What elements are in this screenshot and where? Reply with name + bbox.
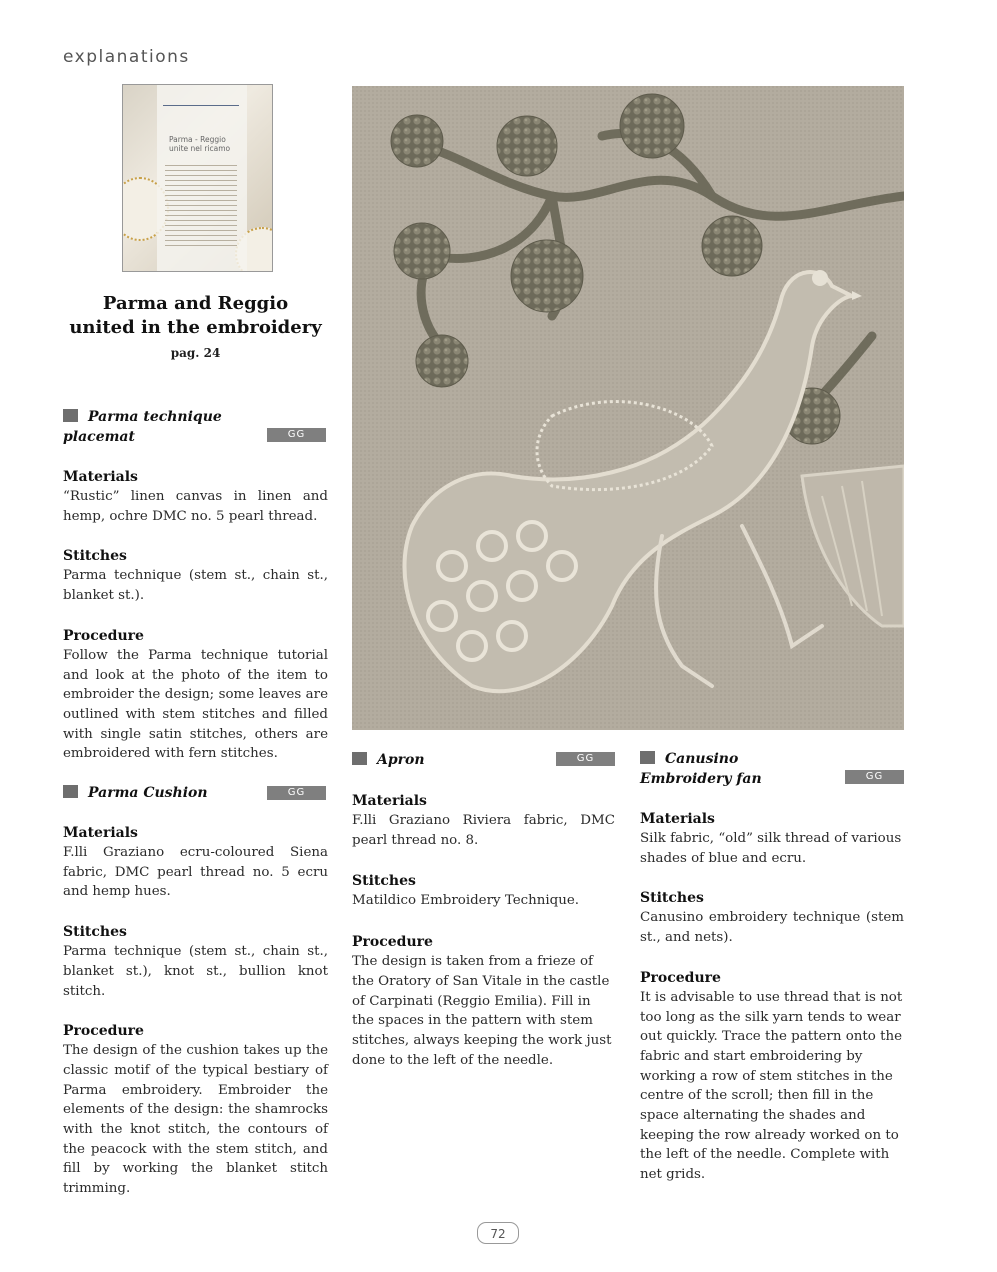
stitches-heading: Stitches [640,890,704,907]
procedure-heading: Procedure [640,969,721,986]
materials-heading: Materials [640,811,715,827]
item-title-line1: Parma Cushion [88,785,208,801]
stitches-text: Matildico Embroidery Technique. [352,893,580,909]
cover-text-lines [165,165,237,250]
item-placemat [63,407,328,764]
difficulty-badge: GG [845,770,904,784]
stitches-heading: Stitches [352,873,416,890]
item-title-line2: Embroidery fan [640,771,762,787]
item-title-line1: Apron [377,752,425,768]
embroidery-photo [352,86,904,730]
procedure-heading: Procedure [63,1023,144,1040]
peacock-embroidery-illustration [352,86,904,730]
item-title-line2: placemat [63,429,135,445]
cover-title: Parma - Reggio unite nel ricamo [169,135,231,153]
procedure-heading: Procedure [63,627,144,644]
difficulty-badge: GG [556,752,615,766]
book-cover-image [122,84,273,272]
stitches-text: Parma technique (stem st., chain st., blanket st.). [63,568,328,604]
item-title-line1: Parma technique [88,409,222,425]
materials-text: “Rustic” linen canvas in linen and hemp, ochre DMC no. 5 pearl thread. [63,489,328,524]
materials-heading: Materials [352,793,427,809]
item-title-line1: Canusino [665,751,739,767]
page-number: 72 [477,1222,519,1244]
materials-heading: Materials [63,825,138,841]
item-fan [640,749,904,1185]
square-bullet-icon [63,409,78,422]
section-label: explanations [63,47,190,67]
book-title [63,292,328,340]
book-title-line2: united in the embroidery [69,317,322,338]
book-page-ref: pag. 24 [170,346,221,360]
square-bullet-icon [63,785,78,798]
square-bullet-icon [640,751,655,764]
materials-text: F.lli Graziano ecru-coloured Siena fabric, DMC pearl thread no. 5 ecru and hemp hues. [63,845,328,900]
procedure-text: Follow the Parma technique tutorial and look at the photo of the item to embroider the design; some leaves are outlined with stem stitches and filled with single satin stitches, others are embroidered with fern stitches. [63,647,328,762]
item-apron [352,750,615,1070]
difficulty-badge: GG [267,786,326,800]
procedure-heading: Procedure [352,934,433,951]
materials-heading: Materials [63,469,138,485]
stitches-text: Parma technique (stem st., chain st., blanket st.), knot st., bullion knot stitch. [63,944,328,999]
materials-text: F.lli Graziano Riviera fabric, DMC pearl thread no. 8. [352,813,615,848]
procedure-text: The design is taken from a frieze of the Oratory of San Vitale in the castle of Carpinati (Reggio Emilia). Fill in the spaces in the pattern with stem stitches, always keeping the work just done to the left of the needle. [352,954,612,1068]
materials-text: Silk fabric, “old” silk thread of various shades of blue and ecru. [640,831,902,866]
stitches-text: Canusino embroidery technique (stem st., and nets). [640,910,904,946]
difficulty-badge: GG [267,428,326,442]
square-bullet-icon [352,752,367,765]
cover-rule [163,105,239,106]
stitches-heading: Stitches [63,924,127,941]
stitches-heading: Stitches [63,548,127,565]
procedure-text: It is advisable to use thread that is not too long as the silk yarn tends to wear out quickly. Trace the pattern onto the fabric and start embroidering by working a row of stem stitches in the centre of the scroll; then fill in the space alternating the shades and keeping the row already worked on to the left of the needle. Complete with net grids. [640,989,903,1183]
procedure-text: The design of the cushion takes up the classic motif of the typical bestiary of Parma embroidery. Embroider the elements of the design: the shamrocks with the knot stitch, the contours of the peacock with the stem stitch, and fill by working the blanket stitch trimming. [63,1043,328,1197]
item-cushion [63,783,328,1199]
book-title-line1: Parma and Reggio [102,293,289,314]
